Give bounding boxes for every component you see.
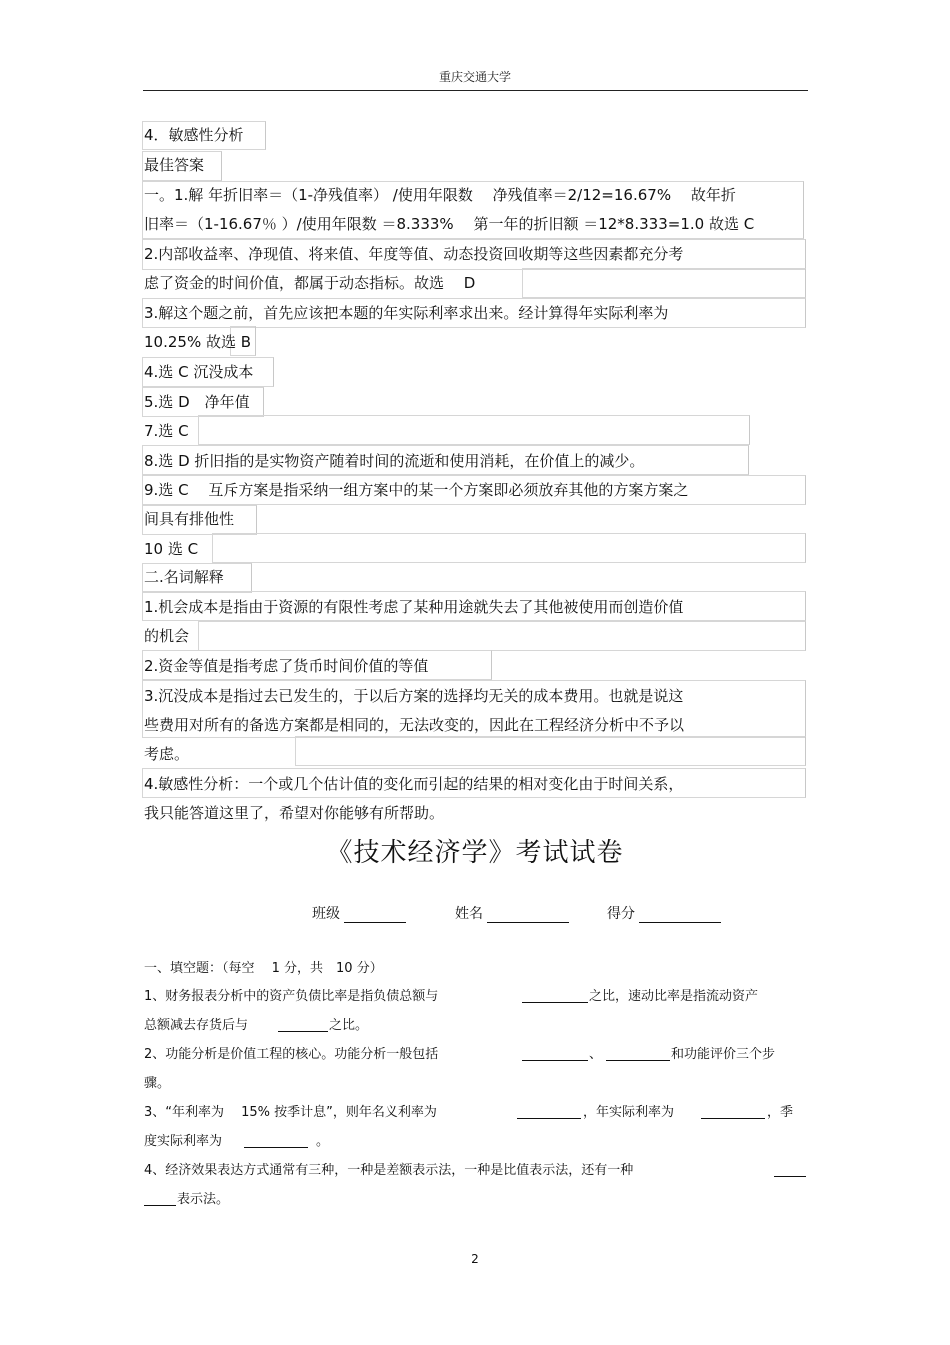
section-heading: 一、填空题：（每空 1 分，共 10 分） [144, 961, 383, 976]
question-text: 3、“年利率为 15% 按季计息”，则年名义利率为 [144, 1105, 437, 1120]
name-blank[interactable] [487, 908, 569, 923]
answer-blank[interactable] [701, 1104, 765, 1119]
answer-line: 7.选 C [144, 422, 189, 440]
section-heading: 二.名词解释 [144, 568, 224, 586]
text-box-frame [212, 533, 806, 563]
answer-line: 1.机会成本是指由于资源的有限性考虑了某种用途就失去了其他被使用而创造价值 [144, 598, 684, 616]
answer-blank[interactable] [606, 1046, 670, 1061]
name-field [455, 903, 569, 923]
question-text: 1、财务报表分析中的资产负债比率是指负债总额与 [144, 989, 439, 1004]
answer-blank[interactable] [774, 1162, 806, 1177]
question-text: ，年实际利率为 [583, 1105, 675, 1120]
question-text: 骤。 [144, 1076, 171, 1091]
text-box-frame [198, 415, 750, 445]
answer-blank[interactable] [517, 1104, 581, 1119]
answer-line: 10.25% 故选 B [144, 333, 252, 351]
answer-line: 最佳答案 [144, 156, 205, 174]
answer-line: 考虑。 [144, 745, 190, 763]
score-field [607, 903, 721, 923]
answer-line: 3.解这个题之前，首先应该把本题的年实际利率求出来。经计算得年实际利率为 [144, 304, 669, 322]
class-label: 班级 [312, 906, 340, 922]
answer-line: 的机会 [144, 627, 190, 645]
answer-line: 8.选 D 折旧指的是实物资产随着时间的流逝和使用消耗，在价值上的减少。 [144, 452, 645, 470]
question-text: 2、功能分析是价值工程的核心。功能分析一般包括 [144, 1047, 439, 1062]
answer-line: 4.敏感性分析：一个或几个估计值的变化而引起的结果的相对变化由于时间关系， [144, 775, 684, 793]
answer-line: 4.选 C 沉没成本 [144, 363, 254, 381]
answer-line: 2.资金等值是指考虑了货币时间价值的等值 [144, 657, 429, 675]
answer-blank[interactable] [522, 1046, 588, 1061]
answer-blank[interactable] [278, 1017, 328, 1032]
header-divider [143, 90, 808, 91]
answer-line: 5.选 D 净年值 [144, 393, 250, 411]
question-text: 总额减去存货后与 [144, 1018, 249, 1033]
class-blank[interactable] [344, 908, 406, 923]
question-text: 表示法。 [177, 1192, 230, 1207]
page-header: 重庆交通大学 [438, 70, 511, 84]
question-text: 度实际利率为 [144, 1134, 223, 1149]
question-text: 。 [316, 1134, 330, 1149]
score-label: 得分 [607, 906, 635, 922]
answer-line: 9.选 C 互斥方案是指采纳一组方案中的某一个方案即必须放弃其他的方案方案之 [144, 481, 689, 499]
question-text: 4、经济效果表达方式通常有三种，一种是差额表示法，一种是比值表示法，还有一种 [144, 1163, 634, 1178]
question-text: ，季 [767, 1105, 794, 1120]
page-number: 2 [471, 1252, 479, 1266]
exam-title: 《技术经济学》考试试卷 [326, 838, 624, 868]
text-box-frame [295, 736, 806, 766]
text-box-frame [522, 268, 806, 298]
name-label: 姓名 [455, 906, 483, 922]
answer-blank[interactable] [244, 1133, 308, 1148]
answer-line: 间具有排他性 [144, 510, 235, 528]
answer-line: 4．敏感性分析 [144, 126, 244, 144]
answer-line: 虑了资金的时间价值，都属于动态指标。故选 D [144, 274, 476, 292]
answer-line: 一。1.解 年折旧率＝（1-净残值率） /使用年限数 净残值率＝2/12=16.67% 故年折 [144, 186, 736, 204]
question-text: 和功能评价三个步 [671, 1047, 776, 1062]
answer-line: 我只能答道这里了，希望对你能够有所帮助。 [144, 804, 445, 822]
question-text: 、 [589, 1047, 603, 1062]
answer-line: 10 选 C [144, 540, 199, 558]
answer-blank[interactable] [522, 988, 588, 1003]
question-text: 之比，速动比率是指流动资产 [589, 989, 759, 1004]
answer-line: 些费用对所有的备选方案都是相同的，无法改变的，因此在工程经济分析中不予以 [144, 716, 685, 734]
answer-line: 旧率＝（1-16.67％ ）/使用年限数 ＝8.333% 第一年的折旧额 ＝12*8.333=1.0 故选 C [144, 215, 755, 233]
answer-line: 3.沉没成本是指过去已发生的，于以后方案的选择均无关的成本费用。也就是说这 [144, 687, 684, 705]
score-blank[interactable] [639, 908, 721, 923]
text-box-frame [198, 621, 806, 651]
class-field [312, 903, 406, 923]
question-text: 之比。 [329, 1018, 369, 1033]
answer-line: 2.内部收益率、净现值、将来值、年度等值、动态投资回收期等这些因素都充分考 [144, 245, 684, 263]
answer-blank[interactable] [144, 1191, 176, 1206]
